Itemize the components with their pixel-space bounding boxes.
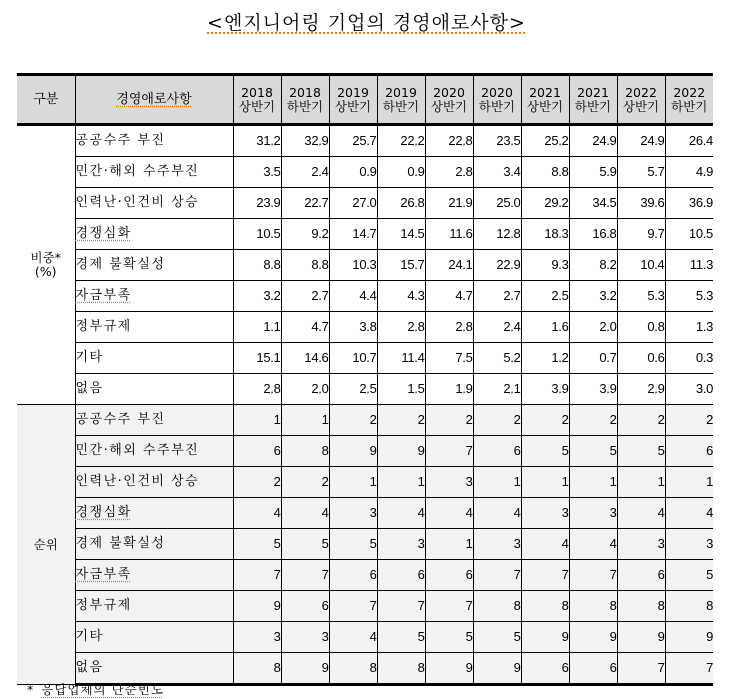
cell-value: 16.8 [569, 219, 617, 250]
cell-value: 5.2 [473, 343, 521, 374]
cell-value: 4.9 [665, 157, 713, 188]
cell-value: 6 [665, 436, 713, 467]
cell-value: 5 [233, 529, 281, 560]
row-label: 기타 [75, 622, 233, 653]
row-label: 경쟁심화 [75, 219, 233, 250]
title-text: <엔지니어링 기업의 경영애로사항> [207, 12, 526, 34]
cell-value: 7 [281, 560, 329, 591]
cell-value: 25.2 [521, 125, 569, 157]
cell-value: 3 [281, 622, 329, 653]
cell-value: 1 [473, 467, 521, 498]
table-row [17, 312, 713, 343]
cell-value: 2.0 [569, 312, 617, 343]
header-period [473, 75, 521, 125]
cell-value: 8 [617, 591, 665, 622]
cell-value: 8.8 [281, 250, 329, 281]
cell-value: 4 [329, 622, 377, 653]
cell-value: 2 [281, 467, 329, 498]
header-period [377, 75, 425, 125]
cell-value: 9 [665, 622, 713, 653]
cell-value: 1.5 [377, 374, 425, 405]
header-item: 경영애로사항 [75, 75, 233, 125]
cell-value: 5.3 [617, 281, 665, 312]
row-label: 없음 [75, 653, 233, 685]
cell-value: 10.7 [329, 343, 377, 374]
cell-value: 2 [569, 405, 617, 436]
cell-value: 1.2 [521, 343, 569, 374]
footnote-text: 응답업체의 단순빈도 [41, 682, 164, 697]
period-year: 2021 [529, 84, 561, 100]
row-label: 공공수주 부진 [75, 125, 233, 157]
cell-value: 3 [473, 529, 521, 560]
cell-value: 3.5 [233, 157, 281, 188]
cell-value: 2 [329, 405, 377, 436]
cell-value: 21.9 [425, 188, 473, 219]
period-half: 하반기 [382, 98, 420, 114]
row-label: 없음 [75, 374, 233, 405]
cell-value: 25.0 [473, 188, 521, 219]
cell-value: 8.8 [521, 157, 569, 188]
share-section [17, 125, 713, 405]
cell-value: 23.5 [473, 125, 521, 157]
row-label: 자금부족 [75, 560, 233, 591]
cell-value: 2.5 [521, 281, 569, 312]
table-row [17, 374, 713, 405]
cell-value: 9 [425, 653, 473, 685]
row-label: 민간·해외 수주부진 [75, 436, 233, 467]
cell-value: 14.5 [377, 219, 425, 250]
cell-value: 5.7 [617, 157, 665, 188]
cell-value: 22.2 [377, 125, 425, 157]
row-label: 자금부족 [75, 281, 233, 312]
cell-value: 11.3 [665, 250, 713, 281]
cell-value: 2.9 [617, 374, 665, 405]
cell-value: 11.6 [425, 219, 473, 250]
cell-value: 5 [377, 622, 425, 653]
cell-value: 5 [617, 436, 665, 467]
cell-value: 9 [329, 436, 377, 467]
period-year: 2022 [625, 84, 657, 100]
cell-value: 10.3 [329, 250, 377, 281]
cell-value: 6 [521, 653, 569, 685]
cell-value: 2 [377, 405, 425, 436]
cell-value: 18.3 [521, 219, 569, 250]
cell-value: 4 [521, 529, 569, 560]
header-period [281, 75, 329, 125]
cell-value: 2 [617, 405, 665, 436]
group-label-share: 비중* (%) [17, 125, 75, 405]
cell-value: 4 [281, 498, 329, 529]
cell-value: 3 [617, 529, 665, 560]
cell-value: 9 [569, 622, 617, 653]
cell-value: 2 [425, 405, 473, 436]
cell-value: 4 [473, 498, 521, 529]
cell-value: 3.2 [233, 281, 281, 312]
cell-value: 24.1 [425, 250, 473, 281]
period-year: 2019 [385, 84, 417, 100]
cell-value: 7 [473, 560, 521, 591]
cell-value: 2.1 [473, 374, 521, 405]
cell-value: 2.8 [377, 312, 425, 343]
footnote-marker: * [27, 682, 34, 697]
cell-value: 3 [665, 529, 713, 560]
table-row [17, 591, 713, 622]
cell-value: 22.8 [425, 125, 473, 157]
cell-value: 2.4 [473, 312, 521, 343]
page-title [0, 8, 733, 35]
cell-value: 0.6 [617, 343, 665, 374]
cell-value: 4 [665, 498, 713, 529]
cell-value: 9 [521, 622, 569, 653]
cell-value: 5.3 [665, 281, 713, 312]
cell-value: 0.9 [329, 157, 377, 188]
cell-value: 2 [665, 405, 713, 436]
cell-value: 22.7 [281, 188, 329, 219]
cell-value: 7 [233, 560, 281, 591]
management-difficulties-table [17, 73, 713, 686]
row-label: 인력난·인건비 상승 [75, 188, 233, 219]
cell-value: 3.9 [521, 374, 569, 405]
cell-value: 7 [377, 591, 425, 622]
period-half: 상반기 [334, 98, 372, 114]
cell-value: 10.5 [665, 219, 713, 250]
cell-value: 3 [569, 498, 617, 529]
cell-value: 0.3 [665, 343, 713, 374]
cell-value: 1.6 [521, 312, 569, 343]
table-row [17, 529, 713, 560]
cell-value: 2.8 [425, 157, 473, 188]
row-label: 기타 [75, 343, 233, 374]
cell-value: 6 [233, 436, 281, 467]
table-row [17, 560, 713, 591]
header-period [617, 75, 665, 125]
cell-value: 15.7 [377, 250, 425, 281]
row-label: 경제 불확실성 [75, 529, 233, 560]
period-half: 하반기 [286, 98, 324, 114]
period-year: 2020 [481, 84, 513, 100]
cell-value: 1 [569, 467, 617, 498]
cell-value: 0.9 [377, 157, 425, 188]
row-label: 민간·해외 수주부진 [75, 157, 233, 188]
cell-value: 24.9 [617, 125, 665, 157]
cell-value: 6 [377, 560, 425, 591]
cell-value: 1 [233, 405, 281, 436]
cell-value: 3 [233, 622, 281, 653]
header-period [569, 75, 617, 125]
cell-value: 0.7 [569, 343, 617, 374]
table-row [17, 622, 713, 653]
period-half: 상반기 [430, 98, 468, 114]
header-period [233, 75, 281, 125]
header-group: 구분 [17, 75, 75, 125]
cell-value: 14.6 [281, 343, 329, 374]
cell-value: 2.0 [281, 374, 329, 405]
cell-value: 3.0 [665, 374, 713, 405]
cell-value: 8.2 [569, 250, 617, 281]
row-label: 공공수주 부진 [75, 405, 233, 436]
table-row [17, 250, 713, 281]
cell-value: 12.8 [473, 219, 521, 250]
cell-value: 6 [425, 560, 473, 591]
cell-value: 32.9 [281, 125, 329, 157]
period-year: 2021 [577, 84, 609, 100]
cell-value: 11.4 [377, 343, 425, 374]
cell-value: 2.7 [281, 281, 329, 312]
cell-value: 9 [377, 436, 425, 467]
cell-value: 31.2 [233, 125, 281, 157]
cell-value: 34.5 [569, 188, 617, 219]
cell-value: 6 [473, 436, 521, 467]
cell-value: 5 [281, 529, 329, 560]
cell-value: 1 [521, 467, 569, 498]
cell-value: 5 [665, 560, 713, 591]
period-year: 2019 [337, 84, 369, 100]
table-row [17, 405, 713, 436]
cell-value: 22.9 [473, 250, 521, 281]
cell-value: 4 [233, 498, 281, 529]
cell-value: 7 [425, 436, 473, 467]
cell-value: 26.8 [377, 188, 425, 219]
cell-value: 5 [521, 436, 569, 467]
table-row [17, 436, 713, 467]
cell-value: 8 [521, 591, 569, 622]
period-year: 2022 [673, 84, 706, 100]
cell-value: 4.7 [281, 312, 329, 343]
cell-value: 2 [233, 467, 281, 498]
rank-section [17, 405, 713, 685]
table-header [17, 75, 713, 125]
header-row [17, 75, 713, 125]
cell-value: 5 [425, 622, 473, 653]
cell-value: 2.8 [233, 374, 281, 405]
cell-value: 9 [281, 653, 329, 685]
row-label: 정부규제 [75, 591, 233, 622]
cell-value: 3 [377, 529, 425, 560]
group-label-rank: 순위 [17, 405, 75, 685]
cell-value: 2.5 [329, 374, 377, 405]
cell-value: 26.4 [665, 125, 713, 157]
cell-value: 25.7 [329, 125, 377, 157]
period-year: 2018 [289, 84, 321, 100]
cell-value: 10.5 [233, 219, 281, 250]
period-half: 상반기 [526, 98, 564, 114]
period-half: 하반기 [478, 98, 516, 114]
cell-value: 6 [281, 591, 329, 622]
cell-value: 4 [569, 529, 617, 560]
cell-value: 1 [281, 405, 329, 436]
cell-value: 7 [329, 591, 377, 622]
cell-value: 2.8 [425, 312, 473, 343]
footnote [27, 680, 164, 698]
period-half: 상반기 [238, 98, 276, 114]
period-half: 하반기 [671, 98, 708, 114]
period-half: 하반기 [574, 98, 612, 114]
cell-value: 6 [617, 560, 665, 591]
table-row [17, 343, 713, 374]
period-year: 2020 [433, 84, 465, 100]
cell-value: 7 [665, 653, 713, 685]
cell-value: 4 [617, 498, 665, 529]
cell-value: 8 [329, 653, 377, 685]
row-label: 경제 불확실성 [75, 250, 233, 281]
cell-value: 4 [425, 498, 473, 529]
header-period [425, 75, 473, 125]
cell-value: 4.7 [425, 281, 473, 312]
row-label: 인력난·인건비 상승 [75, 467, 233, 498]
cell-value: 1 [377, 467, 425, 498]
cell-value: 6 [569, 653, 617, 685]
cell-value: 9.7 [617, 219, 665, 250]
cell-value: 39.6 [617, 188, 665, 219]
cell-value: 6 [329, 560, 377, 591]
cell-value: 5 [329, 529, 377, 560]
cell-value: 9.3 [521, 250, 569, 281]
cell-value: 8 [473, 591, 521, 622]
cell-value: 2 [473, 405, 521, 436]
cell-value: 4.3 [377, 281, 425, 312]
cell-value: 5 [569, 436, 617, 467]
table-row [17, 281, 713, 312]
cell-value: 9 [233, 591, 281, 622]
table-row [17, 157, 713, 188]
cell-value: 8 [569, 591, 617, 622]
cell-value: 14.7 [329, 219, 377, 250]
cell-value: 2.4 [281, 157, 329, 188]
cell-value: 1 [665, 467, 713, 498]
cell-value: 9 [473, 653, 521, 685]
cell-value: 1 [425, 529, 473, 560]
cell-value: 4 [377, 498, 425, 529]
cell-value: 7 [569, 560, 617, 591]
table-row [17, 467, 713, 498]
cell-value: 2.7 [473, 281, 521, 312]
cell-value: 3 [425, 467, 473, 498]
cell-value: 5.9 [569, 157, 617, 188]
cell-value: 3 [521, 498, 569, 529]
table-row [17, 219, 713, 250]
table-row [17, 125, 713, 157]
header-period [665, 75, 713, 125]
cell-value: 7 [617, 653, 665, 685]
table-row [17, 498, 713, 529]
cell-value: 27.0 [329, 188, 377, 219]
header-period [521, 75, 569, 125]
row-label: 정부규제 [75, 312, 233, 343]
cell-value: 3.4 [473, 157, 521, 188]
cell-value: 1.1 [233, 312, 281, 343]
cell-value: 7 [521, 560, 569, 591]
cell-value: 8 [233, 653, 281, 685]
cell-value: 1 [329, 467, 377, 498]
cell-value: 8.8 [233, 250, 281, 281]
cell-value: 29.2 [521, 188, 569, 219]
cell-value: 1.3 [665, 312, 713, 343]
cell-value: 23.9 [233, 188, 281, 219]
cell-value: 7 [425, 591, 473, 622]
cell-value: 7.5 [425, 343, 473, 374]
cell-value: 5 [473, 622, 521, 653]
cell-value: 8 [281, 436, 329, 467]
cell-value: 1.9 [425, 374, 473, 405]
cell-value: 8 [377, 653, 425, 685]
cell-value: 3.9 [569, 374, 617, 405]
cell-value: 3 [329, 498, 377, 529]
cell-value: 9 [617, 622, 665, 653]
cell-value: 15.1 [233, 343, 281, 374]
cell-value: 9.2 [281, 219, 329, 250]
cell-value: 2 [521, 405, 569, 436]
header-period [329, 75, 377, 125]
period-year: 2018 [241, 84, 273, 100]
cell-value: 3.8 [329, 312, 377, 343]
cell-value: 36.9 [665, 188, 713, 219]
cell-value: 24.9 [569, 125, 617, 157]
cell-value: 10.4 [617, 250, 665, 281]
table-row [17, 188, 713, 219]
row-label: 경쟁심화 [75, 498, 233, 529]
cell-value: 0.8 [617, 312, 665, 343]
cell-value: 3.2 [569, 281, 617, 312]
cell-value: 1 [617, 467, 665, 498]
cell-value: 4.4 [329, 281, 377, 312]
cell-value: 8 [665, 591, 713, 622]
period-half: 상반기 [622, 98, 660, 114]
